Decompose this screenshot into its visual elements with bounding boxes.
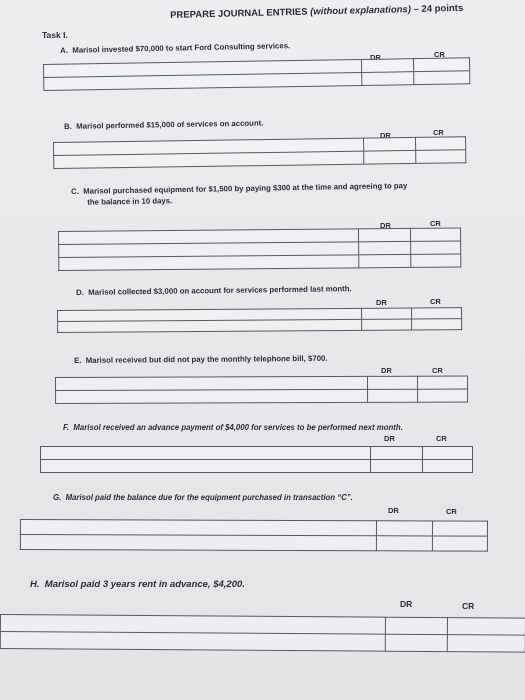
entry-c-dr-cell[interactable]: [359, 241, 411, 254]
title-points: – 24 points: [413, 2, 464, 16]
entry-d-account-cell[interactable]: [58, 319, 362, 332]
entry-f-account-cell[interactable]: [41, 460, 371, 473]
entry-c-cr-cell[interactable]: [411, 241, 461, 254]
entry-c-account-cell[interactable]: [59, 255, 359, 271]
entry-f-dr-cell[interactable]: [371, 447, 423, 460]
entry-a-dr-cell[interactable]: [362, 72, 414, 86]
entry-d-dr-cell[interactable]: [361, 308, 411, 319]
entry-g-account-cell[interactable]: [20, 520, 376, 536]
entry-h-cr-cell[interactable]: [447, 618, 525, 636]
entry-a-cr-cell[interactable]: [414, 71, 470, 85]
entry-g-dr-header: DR: [388, 506, 399, 515]
entry-g-cr-header: CR: [446, 507, 457, 516]
entry-e-cr-cell[interactable]: [417, 376, 467, 389]
entry-a-journal-table: [43, 57, 470, 91]
entry-d-prompt: D. Marisol collected $3,000 on account for services performed last month.: [76, 284, 352, 297]
entry-h-account-cell[interactable]: [0, 632, 385, 652]
entry-a-prompt: A. Marisol invested $70,000 to start Ford Consulting services.: [60, 41, 291, 55]
title-note: (without explanations): [310, 4, 412, 18]
entry-e-cr-cell[interactable]: [418, 389, 468, 402]
entry-b-cr-cell[interactable]: [415, 137, 465, 151]
entry-c-dr-cell[interactable]: [359, 254, 411, 267]
entry-h-cr-cell[interactable]: [447, 635, 525, 653]
entry-h-dr-cell[interactable]: [385, 634, 447, 651]
title-main: PREPARE JOURNAL ENTRIES: [170, 6, 308, 21]
entry-d-journal-table: [57, 307, 462, 333]
entry-d-cr-cell[interactable]: [411, 308, 461, 319]
entry-c-cr-header: CR: [430, 219, 441, 228]
entry-g-cr-cell[interactable]: [432, 521, 487, 536]
entry-g-dr-cell[interactable]: [376, 521, 432, 536]
entry-d-cr-cell[interactable]: [412, 319, 462, 330]
entry-c-cr-cell[interactable]: [410, 228, 460, 241]
entry-e-account-cell[interactable]: [56, 389, 368, 403]
entry-e-dr-cell[interactable]: [368, 389, 418, 402]
entry-c-dr-cell[interactable]: [358, 228, 410, 241]
entry-e-cr-header: CR: [432, 366, 443, 375]
entry-g-account-cell[interactable]: [20, 535, 376, 551]
entry-a-dr-cell[interactable]: [361, 59, 413, 73]
entry-a-cr-cell[interactable]: [413, 58, 469, 72]
entry-c-cr-cell[interactable]: [411, 254, 461, 267]
entry-f-cr-cell[interactable]: [423, 447, 473, 460]
entry-d-cr-header: CR: [430, 297, 441, 306]
entry-b-dr-header: DR: [380, 131, 391, 140]
entry-f-cr-cell[interactable]: [423, 460, 473, 473]
entry-h-prompt: H. Marisol paid 3 years rent in advance, $4,200.: [30, 579, 245, 590]
entry-e-account-cell[interactable]: [56, 376, 368, 390]
entry-b-cr-header: CR: [433, 128, 444, 137]
entry-f-dr-header: DR: [384, 434, 395, 443]
entry-a-cr-header: CR: [434, 50, 445, 59]
entry-b-dr-cell[interactable]: [363, 137, 415, 151]
entry-h-dr-header: DR: [400, 599, 413, 609]
entry-c-journal-table: [58, 227, 461, 271]
entry-f-journal-table: [40, 446, 473, 473]
entry-d-dr-cell[interactable]: [362, 319, 412, 330]
page-title: [170, 3, 463, 21]
entry-b-prompt: B. Marisol performed $15,000 of services on account.: [64, 118, 264, 131]
entry-a-dr-header: DR: [370, 53, 381, 62]
entry-f-cr-header: CR: [436, 434, 447, 443]
entry-f-account-cell[interactable]: [41, 447, 371, 460]
entry-g-journal-table: [20, 519, 488, 552]
entry-b-dr-cell[interactable]: [364, 150, 416, 164]
entry-d-dr-header: DR: [376, 298, 387, 307]
entry-h-journal-table: [0, 614, 525, 653]
entry-f-dr-cell[interactable]: [371, 460, 423, 473]
entry-g-prompt: G. Marisol paid the balance due for the equipment purchased in transaction “C”.: [53, 493, 353, 502]
entry-e-dr-cell[interactable]: [367, 376, 417, 389]
entry-f-prompt: F. Marisol received an advance payment of $4,000 for services to be performed next month.: [63, 423, 403, 432]
entry-c-dr-header: DR: [380, 221, 391, 230]
entry-h-dr-cell[interactable]: [385, 617, 447, 634]
entry-e-journal-table: [55, 376, 468, 404]
entry-g-dr-cell[interactable]: [376, 536, 432, 551]
entry-h-cr-header: CR: [462, 601, 475, 611]
entry-b-journal-table: [53, 136, 466, 169]
entry-c-prompt: C. Marisol purchased equipment for $1,500 by paying $300 at the time and agreeing to pay the balance in 10 days.: [71, 181, 408, 207]
entry-b-cr-cell[interactable]: [416, 150, 466, 164]
entry-g-cr-cell[interactable]: [432, 536, 487, 551]
entry-e-dr-header: DR: [381, 366, 392, 375]
task-label: Task I.: [42, 30, 68, 40]
entry-e-prompt: E. Marisol received but did not pay the monthly telephone bill, $700.: [74, 353, 328, 365]
